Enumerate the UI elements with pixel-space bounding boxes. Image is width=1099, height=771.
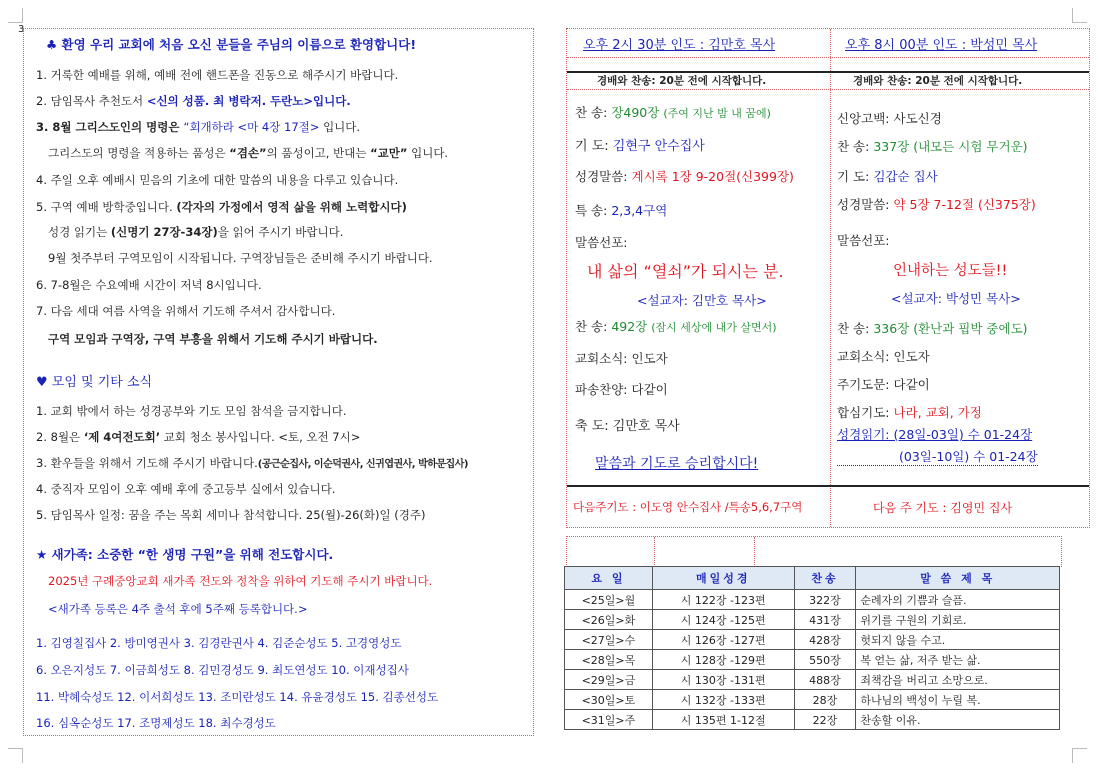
header-hymn: 찬송	[794, 567, 856, 590]
divider	[567, 57, 1089, 58]
pm8-sermon-label: 말씀선포:	[837, 233, 890, 248]
frame-divider	[754, 537, 755, 567]
pm8-header: 오후 8시 00분 인도 : 박성민 목사	[845, 38, 1038, 53]
crop-mark	[1072, 8, 1087, 23]
pm2-dismissal: 파송찬양: 다같이	[575, 382, 668, 397]
cell-day: <28일>목	[565, 650, 653, 670]
notice-5-group: 9월 첫주부터 구역모임이 시작됩니다. 구역장님들은 준비해 주시기 바랍니다.	[48, 251, 433, 265]
cell-title: 죄책감을 버리고 소망으로.	[856, 670, 1060, 690]
family-title: ★ 새가족: 소중한 “한 생명 구원”을 위해 전도합시다.	[36, 547, 334, 562]
cell-hymn: 431장	[794, 610, 856, 630]
cell-bible: 시 122장 -123편	[652, 590, 794, 610]
pm2-scripture: 성경말씀: 계시록 1장 9-20절(신399장)	[575, 169, 794, 184]
header-title: 말 씀 제 목	[856, 567, 1060, 590]
pm8-hymn: 찬 송: 337장 (내모든 시험 무거운)	[837, 139, 1028, 154]
cell-day: <27일>수	[565, 630, 653, 650]
header-day: 요 일	[565, 567, 653, 590]
table-header-row	[565, 567, 1060, 590]
cell-day: <29일>금	[565, 670, 653, 690]
meeting-4: 4. 중직자 모임이 오후 예배 후에 중고등부 실에서 있습니다.	[36, 482, 336, 496]
meeting-5: 5. 담임목사 일정: 꿈을 주는 목회 세미나 참석합니다. 25(월)-26(화)일 (경주)	[36, 508, 426, 522]
meeting-2: 2. 8월은 ‘제 4여전도회’ 교회 청소 봉사입니다. <토, 오전 7시>	[36, 430, 361, 444]
notice-3-detail: 그리스도의 명령을 적용하는 품성은 “겸손”의 품성이고, 반대는 “교만” 입니다.	[48, 146, 449, 160]
pm2-sermon-label: 말씀선포:	[575, 235, 628, 250]
page-number: 3	[18, 24, 25, 35]
cell-bible: 시 128장 -129편	[652, 650, 794, 670]
cell-title: 복 얻는 삶, 저주 받는 삶.	[856, 650, 1060, 670]
pm8-lords-prayer: 주기도문: 다같이	[837, 377, 930, 392]
family-list-1: 1. 김영칠집사 2. 방미영권사 3. 김경란권사 4. 김준순성도 5. 고경영성도	[36, 636, 402, 650]
cell-bible: 시 132장 -133편	[652, 690, 794, 710]
cell-hymn: 28장	[794, 690, 856, 710]
cell-bible: 시 124장 -125편	[652, 610, 794, 630]
pm8-reading-1: 성경읽기: (28일-03일) 수 01-24장	[837, 427, 1033, 442]
cell-title: 순례자의 기쁨과 슬픔.	[856, 590, 1060, 610]
pm2-hymn: 찬 송: 장490장 (주여 지난 밤 내 꿈에)	[575, 105, 771, 120]
pm2-news: 교회소식: 인도자	[575, 351, 668, 366]
pm2-blessing: 축 도: 김만호 목사	[575, 419, 680, 434]
notice-5-reading: 성경 읽기는 (신명기 27장-34장)을 읽어 주시기 바랍니다.	[48, 225, 344, 239]
divider	[567, 89, 1089, 90]
frame-divider	[654, 537, 655, 567]
pm8-news: 교회소식: 인도자	[837, 349, 930, 364]
notice-3: 3. 8월 그리스도인의 명령은 “회개하라 <마 4장 17절> 입니다.	[36, 120, 361, 134]
cell-bible: 시 130장 -131편	[652, 670, 794, 690]
table-row	[565, 670, 1060, 690]
meeting-1: 1. 교회 밖에서 하는 성경공부와 기도 모임 참석을 금지합니다.	[36, 404, 347, 418]
pm2-next-prayer: 다음주기도 : 이도영 안수집사 /특송5,6,7구역	[573, 500, 803, 514]
pm2-hymn2: 찬 송: 492장 (잠시 세상에 내가 살면서)	[575, 319, 777, 334]
notice-5: 5. 구역 예배 방학중입니다. (각자의 가정에서 영적 삶을 위해 노력합시다)	[36, 200, 407, 214]
pm2-special: 특 송: 2,3,4구역	[575, 203, 668, 218]
pm8-prayer: 기 도: 김갑순 집사	[837, 169, 938, 184]
table-row	[565, 650, 1060, 670]
column-divider	[830, 29, 831, 527]
cell-day: <26일>화	[565, 610, 653, 630]
left-panel	[23, 28, 534, 736]
family-prayer: 2025년 구례중앙교회 새가족 전도와 정착을 위하여 기도해 주시기 바랍니다.	[48, 574, 433, 588]
cell-day: <31일>주	[565, 710, 653, 730]
pm2-slogan: 말씀과 기도로 승리합시다!	[595, 456, 759, 472]
pm8-sermon-title: 인내하는 성도들!!	[893, 263, 1008, 279]
notice-1: 1. 거룩한 예배를 위해, 예배 전에 핸드폰을 진동으로 해주시기 바랍니다.	[36, 68, 399, 82]
notice-6: 6. 7-8월은 수요예배 시간이 저녁 8시입니다.	[36, 278, 262, 292]
table-row	[565, 630, 1060, 650]
cell-bible: 시 135편 1-12절	[652, 710, 794, 730]
cell-bible: 시 126장 -127편	[652, 630, 794, 650]
table-row	[565, 590, 1060, 610]
family-list-4: 16. 심옥순성도 17. 조명제성도 18. 최수경성도	[36, 716, 276, 730]
pm8-hymn2: 찬 송: 336장 (환난과 핍박 중에도)	[837, 321, 1028, 336]
pm8-scripture: 성경말씀: 약 5장 7-12절 (신375장)	[837, 197, 1036, 212]
cell-hymn: 22장	[794, 710, 856, 730]
family-list-2: 6. 오은지성도 7. 이금희성도 8. 김민경성도 9. 최도연성도 10. 이재성집사	[36, 663, 409, 677]
cell-title: 하나님의 백성이 누릴 복.	[856, 690, 1060, 710]
table-top-frame	[566, 536, 1062, 567]
crop-mark	[1072, 748, 1087, 763]
pm2-prayer: 기 도: 김현구 안수집사	[575, 139, 705, 154]
meeting-title: ♥ 모임 및 기타 소식	[36, 375, 153, 390]
table-row	[565, 710, 1060, 730]
family-list-3: 11. 박혜숙성도 12. 이서희성도 13. 조미란성도 14. 유윤경성도 15. 김종선성도	[36, 690, 439, 704]
pm2-preacher: <설교자: 김만호 목사>	[637, 293, 767, 308]
notice-7: 7. 다음 세대 여름 사역을 위해서 기도해 주셔서 감사합니다.	[36, 304, 336, 318]
crop-mark	[8, 748, 23, 763]
cell-hymn: 322장	[794, 590, 856, 610]
pm8-start: 경배와 찬송: 20분 전에 시작합니다.	[853, 75, 1023, 87]
table-row	[565, 690, 1060, 710]
welcome-title: ♣ 환영 우리 교회에 처음 오신 분들을 주님의 이름으로 환영합니다!	[46, 37, 417, 52]
cell-title: 찬송할 이유.	[856, 710, 1060, 730]
cell-hymn: 488장	[794, 670, 856, 690]
cell-title: 위기를 구원의 기회로.	[856, 610, 1060, 630]
pm2-start: 경배와 찬송: 20분 전에 시작합니다.	[597, 75, 767, 87]
table-row	[565, 610, 1060, 630]
cell-hymn: 428장	[794, 630, 856, 650]
pm8-next-prayer: 다음 주 기도 : 김영민 집사	[873, 501, 1013, 515]
notice-2: 2. 담임목사 추천도서 <신의 성품. 최 병락저. 두란노>입니다.	[36, 94, 351, 108]
pm8-reading-2: (03일-10일) 수 01-24장	[837, 447, 1038, 466]
family-note: <새가족 등록은 4주 출석 후에 5주째 등록합니다.>	[48, 602, 308, 616]
header-bible: 매일성경	[652, 567, 794, 590]
pm2-sermon-title: 내 삶의 “열쇠”가 되시는 분.	[587, 262, 784, 281]
pm8-preacher: <설교자: 박성민 목사>	[891, 291, 1021, 306]
crop-mark	[8, 8, 23, 23]
meeting-3: 3. 환우들을 위해서 기도해 주시기 바랍니다.(공근순집사, 이순덕권사, 신귀엽권사, 박하문집사)	[36, 456, 468, 470]
cell-title: 헛되지 않을 수고.	[856, 630, 1060, 650]
pm8-joint-prayer: 합심기도: 나라, 교회, 가정	[837, 405, 982, 420]
pm8-creed: 신앙고백: 사도신경	[837, 111, 942, 126]
services-panel	[566, 28, 1090, 528]
divider	[567, 485, 1089, 487]
cell-day: <30일>토	[565, 690, 653, 710]
pm2-header: 오후 2시 30분 인도 : 김만호 목사	[583, 38, 776, 53]
cell-day: <25일>월	[565, 590, 653, 610]
notice-7-detail: 구역 모임과 구역장, 구역 부흥을 위해서 기도해 주시기 바랍니다.	[48, 332, 378, 346]
cell-hymn: 550장	[794, 650, 856, 670]
notice-4: 4. 주일 오후 예배시 믿음의 기초에 대한 말씀의 내용을 다루고 있습니다.	[36, 173, 399, 187]
daily-reading-table	[564, 566, 1060, 730]
